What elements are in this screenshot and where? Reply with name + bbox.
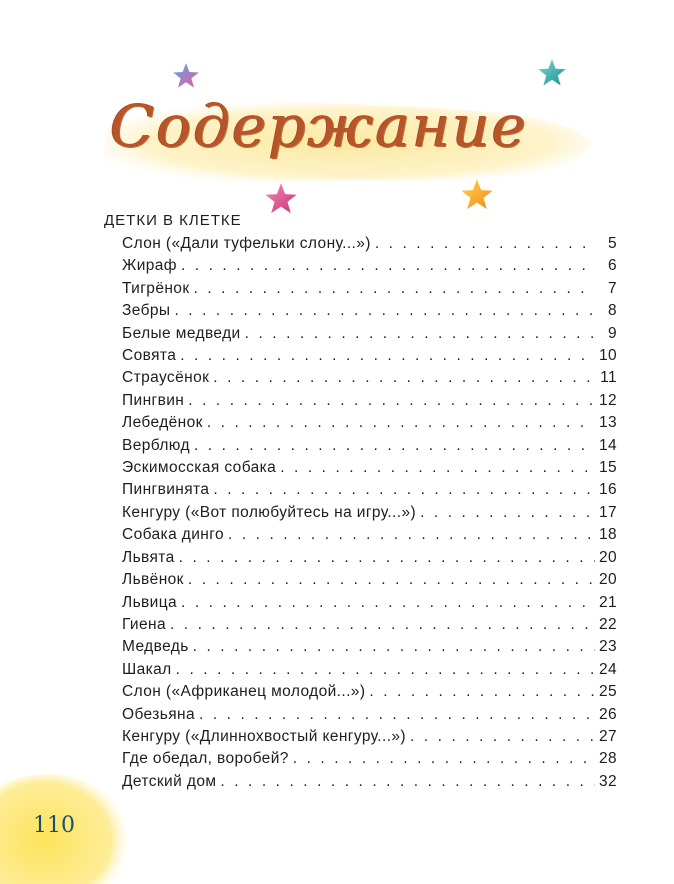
entry-page: 20 xyxy=(598,548,617,566)
toc-entry xyxy=(122,569,617,591)
dot-leader xyxy=(213,367,595,389)
entry-page: 12 xyxy=(598,391,617,409)
toc-entry xyxy=(122,614,617,636)
entry-page: 28 xyxy=(598,750,617,768)
entry-title: Зебры xyxy=(122,302,171,320)
toc-entry xyxy=(122,636,617,658)
dot-leader xyxy=(420,502,595,524)
entry-page: 10 xyxy=(598,347,617,365)
dot-leader xyxy=(220,771,595,793)
toc-entry xyxy=(122,390,617,412)
entry-title: Кенгуру («Вот полюбуйтесь на игру...») xyxy=(122,503,417,521)
dot-leader xyxy=(176,659,595,681)
dot-leader xyxy=(375,233,595,255)
dot-leader xyxy=(193,636,595,658)
entry-title: Гиена xyxy=(122,615,166,633)
entry-title: Эскимосская собака xyxy=(122,459,277,477)
dot-leader xyxy=(179,547,595,569)
entry-title: Пингвинята xyxy=(122,481,210,499)
entry-page: 14 xyxy=(598,436,617,454)
entry-page: 24 xyxy=(598,660,617,678)
toc-entry xyxy=(122,659,617,681)
dot-leader xyxy=(194,278,595,300)
dot-leader xyxy=(369,681,595,703)
entry-page: 13 xyxy=(598,414,617,432)
dot-leader xyxy=(207,412,595,434)
toc-entry xyxy=(122,771,617,793)
toc-entry xyxy=(122,255,617,277)
entry-page: 22 xyxy=(598,615,617,633)
entry-title: Детский дом xyxy=(122,772,217,790)
dot-leader xyxy=(188,390,595,412)
toc-entry xyxy=(122,681,617,703)
entry-title: Пингвин xyxy=(122,391,185,409)
toc-entry xyxy=(122,323,617,345)
toc-entry xyxy=(122,524,617,546)
entry-title: Верблюд xyxy=(122,436,190,454)
toc-entry xyxy=(122,300,617,322)
toc-entry xyxy=(122,435,617,457)
entry-page: 26 xyxy=(598,705,617,723)
entry-title: Обезьяна xyxy=(122,705,195,723)
entry-title: Львёнок xyxy=(122,571,184,589)
toc-entry xyxy=(122,592,617,614)
entry-page: 21 xyxy=(598,593,617,611)
entry-page: 17 xyxy=(598,503,617,521)
entry-title: Кенгуру («Длиннохвостый кенгуру...») xyxy=(122,727,406,745)
entry-page: 16 xyxy=(598,481,617,499)
dot-leader xyxy=(213,479,595,501)
dot-leader xyxy=(180,345,595,367)
entry-page: 7 xyxy=(607,279,617,297)
entry-page: 11 xyxy=(600,369,617,387)
dot-leader xyxy=(245,323,595,345)
entry-title: Медведь xyxy=(122,638,189,656)
toc-entry xyxy=(122,748,617,770)
entry-title: Тигрёнок xyxy=(122,279,190,297)
page-number: 110 xyxy=(33,813,75,838)
dot-leader xyxy=(199,704,595,726)
toc-entry xyxy=(122,457,617,479)
toc-entry xyxy=(122,502,617,524)
dot-leader xyxy=(188,569,595,591)
entry-page: 6 xyxy=(607,257,617,275)
entry-title: Где обедал, воробей? xyxy=(122,750,289,768)
entry-title: Совята xyxy=(122,347,177,365)
dot-leader xyxy=(181,255,595,277)
toc-entry xyxy=(122,726,617,748)
toc-entry xyxy=(122,278,617,300)
star-icon xyxy=(460,178,494,212)
page-title: Содержание xyxy=(110,92,528,160)
star-icon xyxy=(537,58,567,88)
entry-page: 25 xyxy=(598,683,617,701)
dot-leader xyxy=(194,435,595,457)
dot-leader xyxy=(293,748,595,770)
entry-page: 5 xyxy=(607,235,617,252)
entry-page: 15 xyxy=(598,459,617,477)
entry-page: 23 xyxy=(598,638,617,656)
entry-title: Лебедёнок xyxy=(122,414,203,432)
dot-leader xyxy=(280,457,595,479)
dot-leader xyxy=(174,300,595,322)
dot-leader xyxy=(410,726,595,748)
entry-page: 9 xyxy=(607,324,617,342)
entry-title: Жираф xyxy=(122,257,177,275)
entry-title: Белые медведи xyxy=(122,324,241,342)
toc-entry xyxy=(122,479,617,501)
entry-title: Шакал xyxy=(122,660,172,678)
toc-entry xyxy=(122,233,617,255)
entry-title: Львята xyxy=(122,548,175,566)
entry-page: 18 xyxy=(598,526,617,544)
entry-title: Собака динго xyxy=(122,526,225,544)
toc-entry xyxy=(122,367,617,389)
entry-page: 8 xyxy=(607,302,617,320)
star-icon xyxy=(172,62,200,90)
table-of-contents xyxy=(104,210,616,793)
toc-entry xyxy=(122,547,617,569)
entry-title: Страусёнок xyxy=(122,369,210,387)
toc-entry xyxy=(122,345,617,367)
entry-title: Львица xyxy=(122,593,178,611)
dot-leader xyxy=(228,524,595,546)
entry-page: 27 xyxy=(598,727,617,745)
toc-entry xyxy=(122,412,617,434)
entry-title: Слон («Дали туфельки слону...») xyxy=(122,235,371,252)
entry-page: 32 xyxy=(598,772,617,790)
toc-entry xyxy=(122,704,617,726)
dot-leader xyxy=(181,592,595,614)
dot-leader xyxy=(170,614,595,636)
entry-page: 20 xyxy=(598,571,617,589)
section-heading: ДЕТКИ В КЛЕТКЕ xyxy=(104,212,242,229)
entry-title: Слон («Африканец молодой...») xyxy=(122,683,366,701)
